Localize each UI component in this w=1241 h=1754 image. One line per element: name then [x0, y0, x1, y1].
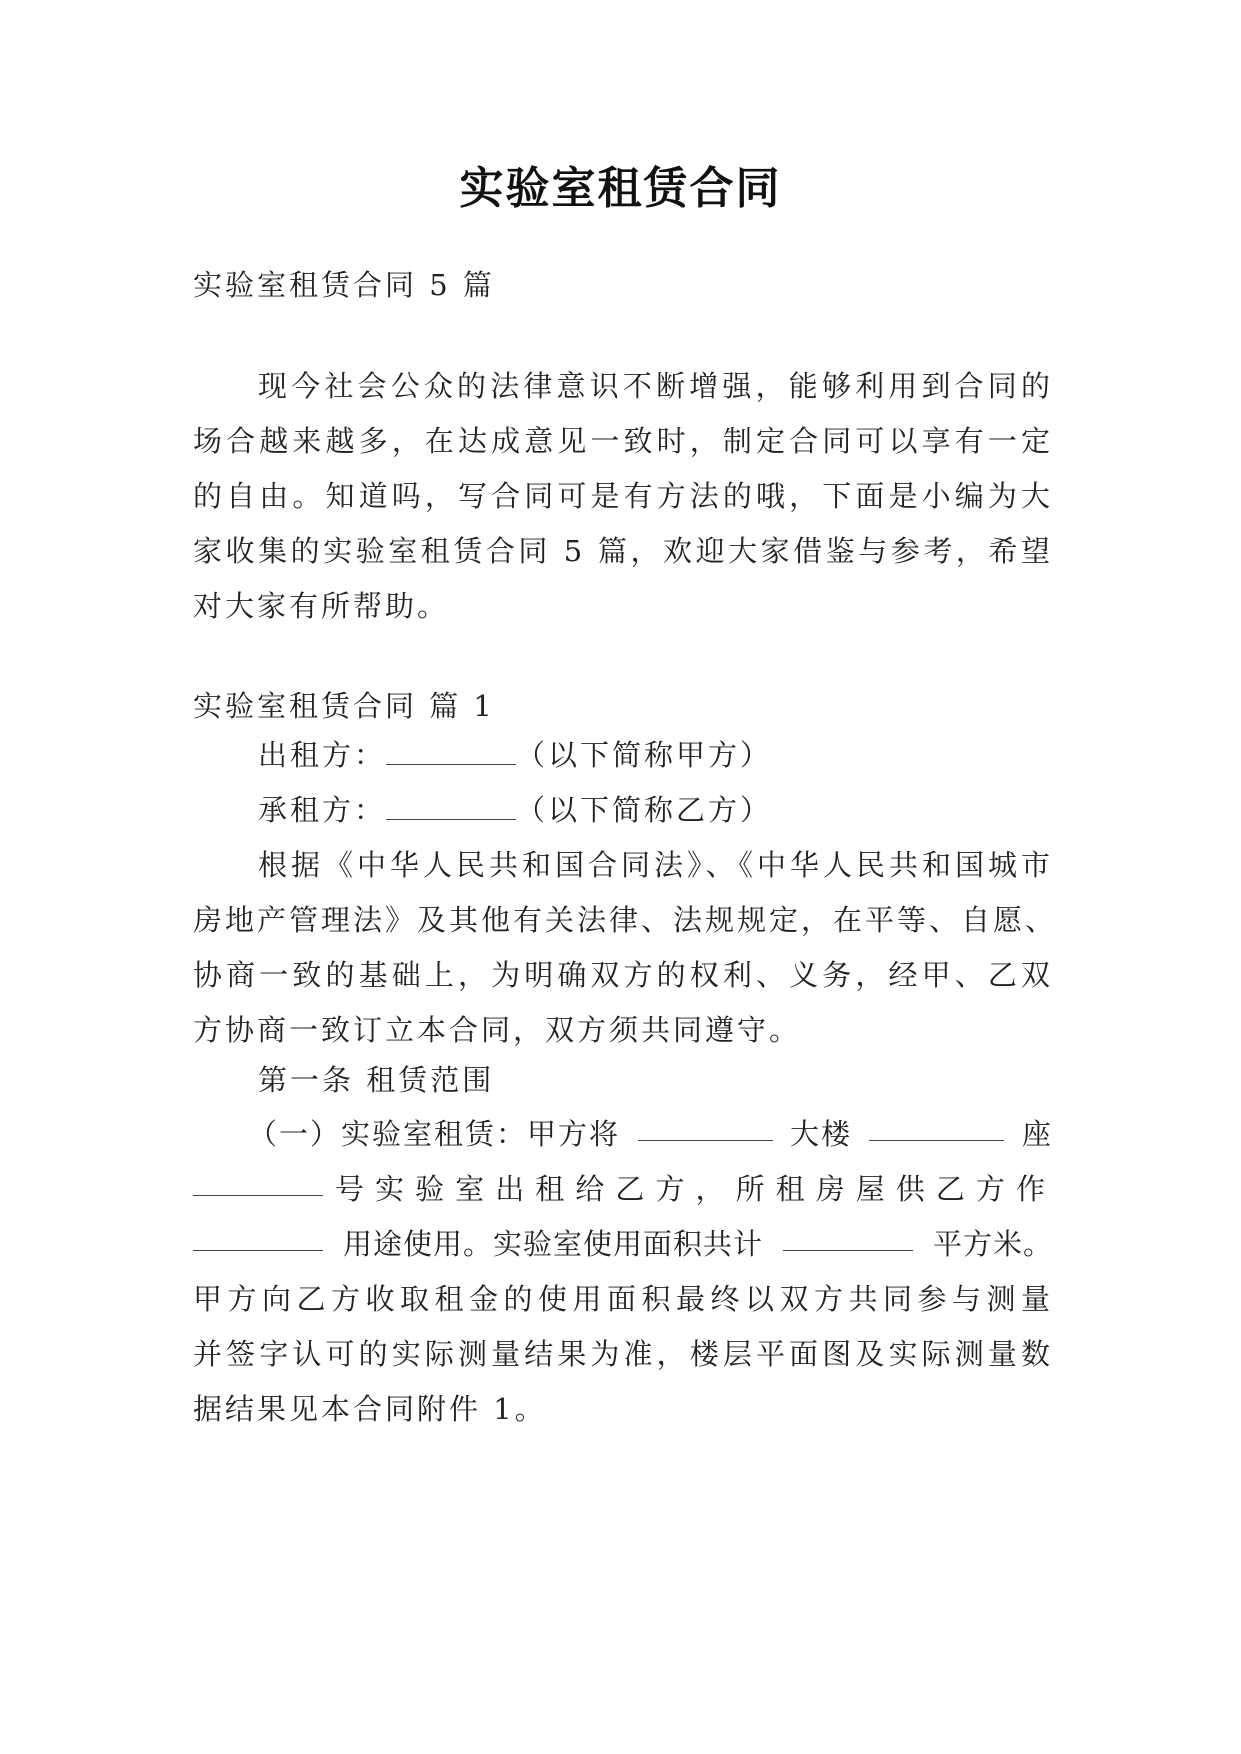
- lessee-suffix: （以下简称乙方）: [516, 793, 773, 827]
- intro-line: 家收集的实验室租赁合同 5 篇，欢迎大家借鉴与参考，希望: [193, 534, 1053, 568]
- lessee-label: 承租方：: [258, 793, 387, 827]
- section-heading: 实验室租赁合同 篇 1: [193, 689, 495, 723]
- clause1-text: 大楼: [789, 1117, 852, 1151]
- basis-line: 方协商一致订立本合同，双方须共同遵守。: [193, 1013, 802, 1047]
- basis-line: 房地产管理法》及其他有关法律、法规规定，在平等、自愿、: [193, 903, 1058, 937]
- clause1-line: 并签字认可的实际测量结果为准，楼层平面图及实际测量数: [193, 1337, 1053, 1371]
- clause1-text: 用途使用。实验室使用面积共计: [342, 1227, 763, 1261]
- lessor-blank: [386, 738, 516, 765]
- clause1-line: 甲方向乙方收取租金的使用面积最终以双方共同参与测量: [193, 1282, 1053, 1316]
- article1-heading: 第一条 租赁范围: [258, 1063, 495, 1097]
- intro-line: 的自由。知道吗，写合同可是有方法的哦，下面是小编为大: [193, 479, 1053, 513]
- lessor-suffix: （以下简称甲方）: [516, 738, 773, 772]
- usage-blank: [193, 1224, 323, 1251]
- lessee-line: [258, 790, 1053, 830]
- clause1-text: （一）实验室租赁：甲方将: [248, 1117, 621, 1151]
- basis-line: 根据《中华人民共和国合同法》、《中华人民共和国城市: [258, 848, 1053, 882]
- clause1-text: 平方米。: [932, 1227, 1053, 1261]
- lessor-label: 出租方：: [258, 738, 387, 772]
- intro-line: 现今社会公众的法律意识不断增强，能够利用到合同的: [258, 369, 1053, 403]
- basis-line: 协商一致的基础上，为明确双方的权利、义务，经甲、乙双: [193, 958, 1053, 992]
- lessee-blank: [386, 793, 516, 820]
- room-blank: [193, 1169, 323, 1196]
- clause1-line: [193, 1224, 1053, 1264]
- clause1-line: 据结果见本合同附件 1。: [193, 1392, 547, 1426]
- block-blank: [869, 1114, 1004, 1141]
- lessor-line: [258, 735, 1053, 775]
- document-title: 实验室租赁合同: [459, 163, 782, 214]
- clause1-text: 号实验室出租给乙方，所租房屋供乙方作: [335, 1172, 1053, 1206]
- area-blank: [783, 1224, 913, 1251]
- clause1-line: [248, 1114, 1053, 1154]
- intro-line: 对大家有所帮助。: [193, 589, 450, 623]
- clause1-line: [193, 1169, 1053, 1209]
- clause1-text: 座: [1021, 1117, 1053, 1151]
- intro-line: 场合越来越多，在达成意见一致时，制定合同可以享有一定: [193, 424, 1053, 458]
- document-subtitle: 实验室租赁合同 5 篇: [193, 268, 495, 302]
- building-blank: [638, 1114, 773, 1141]
